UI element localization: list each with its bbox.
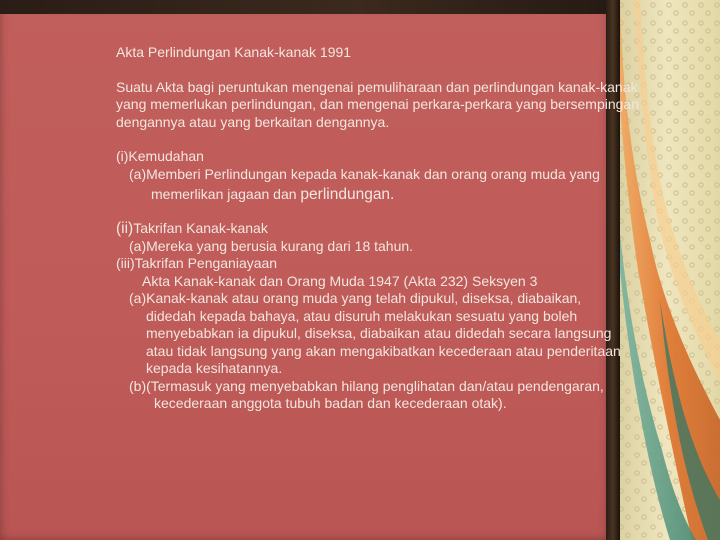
list-item-text-large: perlindungan. [300,186,395,203]
list-item-continuation [116,183,716,206]
list-item-continuation: kepada kesihatannya. [146,360,283,376]
list-item-text: memerlikan jagaan dan [151,186,301,202]
slide-content [116,44,716,413]
list-item-continuation: kecederaan anggota tubuh badan dan kecederaan otak). [154,395,507,411]
section-title: Takrifan Kanak-kanak [133,220,268,236]
list-item-continuation: atau tidak langsung yang akan mengakibatkan kecederaan atau penderitaan [146,342,621,359]
section-number: (ii) [116,220,134,237]
section-heading-takrifan [116,220,716,238]
intro-line: Suatu Akta bagi peruntukan mengenai pemuliharaan dan perlindungan kanak-kanak [116,78,638,95]
list-item: (a)Kanak-kanak atau orang muda yang telah dipukul, diseksa, diabaikan, [129,290,582,306]
list-item-continuation: didedah kepada bahaya, atau disuruh melakukan sesuatu yang boleh [146,307,578,324]
list-item: (b)(Termasuk yang menyebabkan hilang penglihatan dan/atau pendengaran, [129,377,604,394]
act-reference: Akta Kanak-kanak dan Orang Muda 1947 (Akta 232) Seksyen 3 [142,272,538,289]
slide-title: Akta Perlindungan Kanak-kanak 1991 [116,44,352,60]
list-item: (a)Memberi Perlindungan kepada kanak-kanak dan orang orang muda yang [129,165,600,182]
list-item: (a)Mereka yang berusia kurang dari 18 tahun. [129,237,414,254]
section-heading-kemudahan: (i)Kemudahan [116,148,204,164]
intro-line: yang memerlukan perlindungan, dan mengenai perkara-perkara yang bersempingan [116,96,639,112]
intro-line: dengannya atau yang berkaitan dengannya. [116,113,390,130]
list-item-continuation: menyebabkan ia dipukul, diseksa, diabaikan atau didedah secara langsung [146,325,612,341]
section-heading-penganiayaan: (iii)Takrifan Penganiayaan [116,255,278,271]
